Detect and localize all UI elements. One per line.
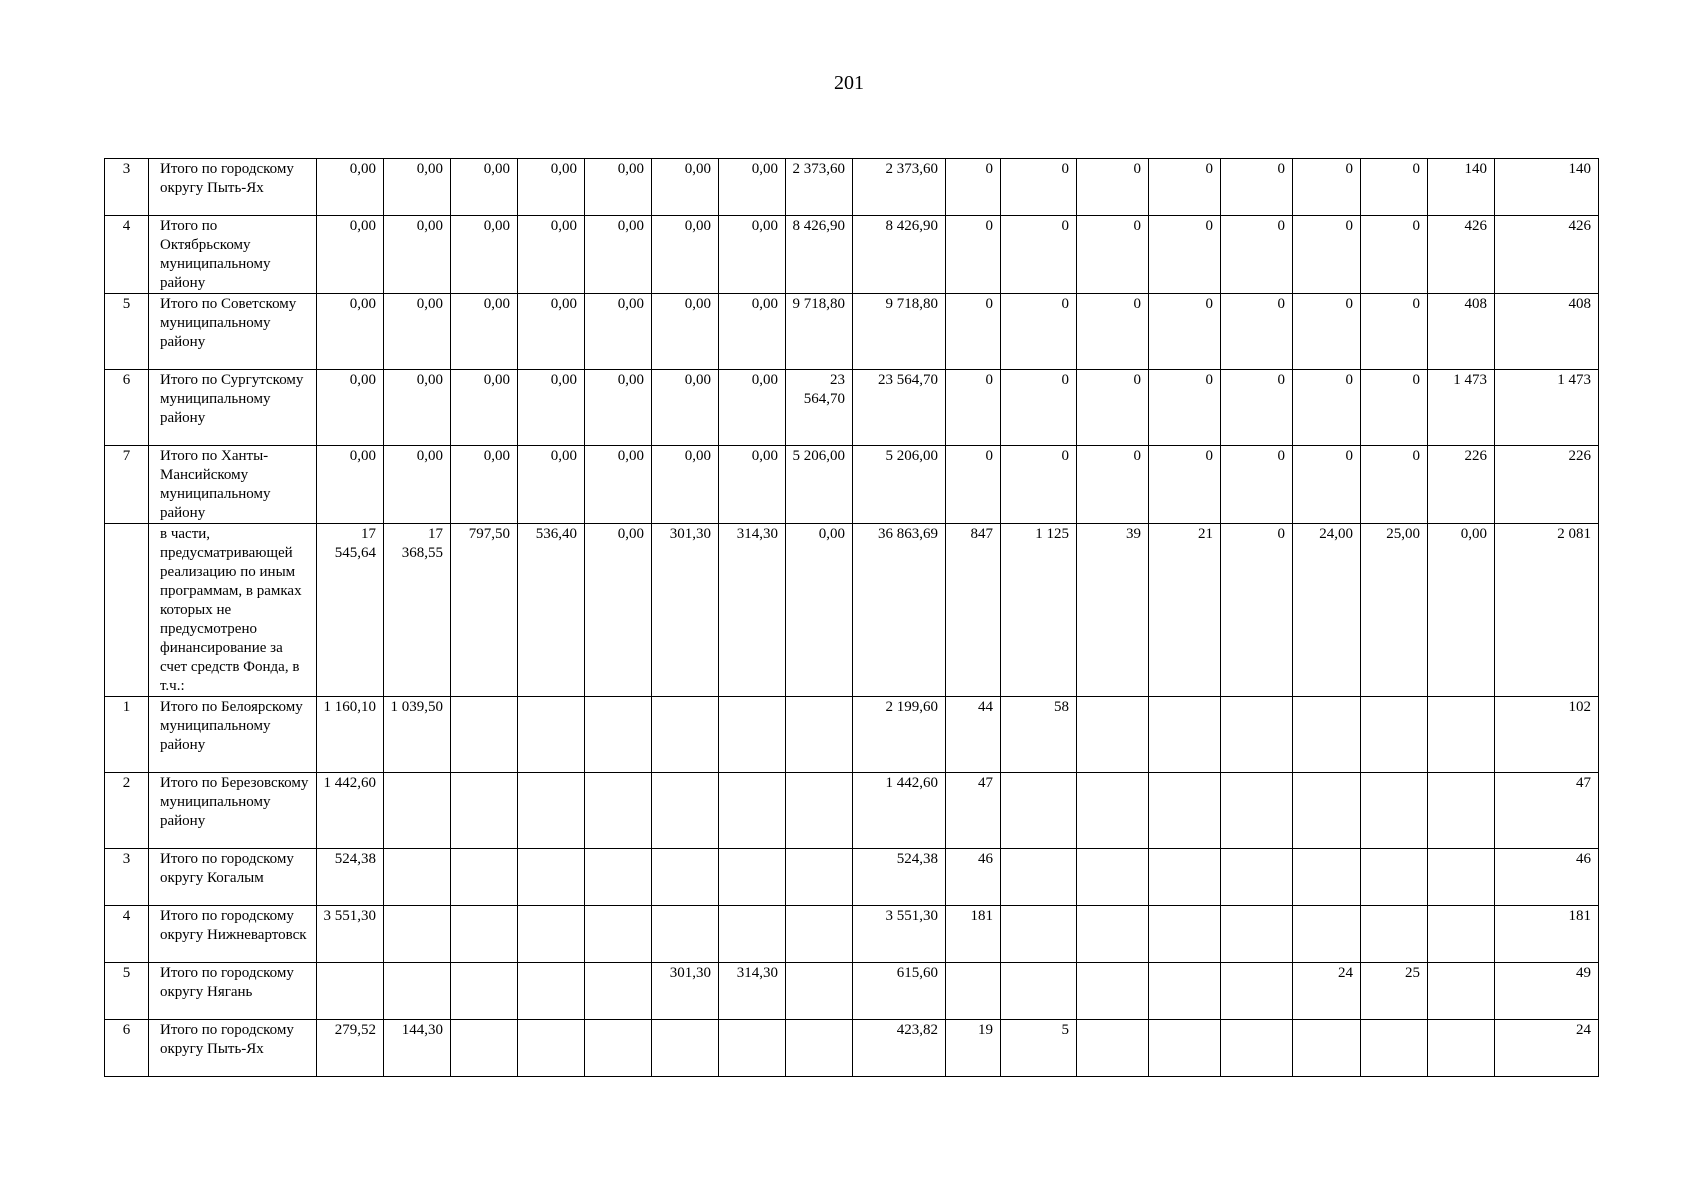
value-cell bbox=[317, 963, 384, 1020]
value-cell bbox=[719, 849, 786, 906]
value-cell: 0,00 bbox=[384, 216, 451, 294]
value-cell bbox=[719, 906, 786, 963]
value-cell: 144,30 bbox=[384, 1020, 451, 1077]
row-index-cell: 2 bbox=[105, 773, 149, 849]
table-row bbox=[105, 159, 1599, 216]
value-cell: 226 bbox=[1428, 446, 1495, 524]
row-name-cell: Итого по городскому округу Нижневартовск bbox=[149, 906, 317, 963]
value-cell: 0,00 bbox=[317, 294, 384, 370]
value-cell: 140 bbox=[1495, 159, 1599, 216]
value-cell bbox=[518, 906, 585, 963]
value-cell: 847 bbox=[946, 524, 1001, 697]
value-cell: 226 bbox=[1495, 446, 1599, 524]
value-cell: 0 bbox=[1001, 446, 1077, 524]
value-cell bbox=[1361, 697, 1428, 773]
value-cell: 3 551,30 bbox=[317, 906, 384, 963]
value-cell: 0,00 bbox=[585, 446, 652, 524]
value-cell bbox=[518, 773, 585, 849]
value-cell bbox=[1077, 773, 1149, 849]
value-cell: 0,00 bbox=[719, 159, 786, 216]
value-cell: 0,00 bbox=[384, 370, 451, 446]
table-row bbox=[105, 294, 1599, 370]
value-cell: 19 bbox=[946, 1020, 1001, 1077]
row-name-cell: Итого по городскому округу Когалым bbox=[149, 849, 317, 906]
value-cell: 5 bbox=[1001, 1020, 1077, 1077]
value-cell: 8 426,90 bbox=[786, 216, 853, 294]
value-cell: 1 442,60 bbox=[317, 773, 384, 849]
value-cell: 5 206,00 bbox=[786, 446, 853, 524]
value-cell bbox=[1221, 963, 1293, 1020]
row-index-cell: 4 bbox=[105, 906, 149, 963]
value-cell bbox=[1001, 906, 1077, 963]
value-cell: 0 bbox=[1361, 216, 1428, 294]
value-cell: 301,30 bbox=[652, 524, 719, 697]
value-cell: 0,00 bbox=[719, 294, 786, 370]
value-cell bbox=[1293, 849, 1361, 906]
value-cell bbox=[786, 1020, 853, 1077]
table-row bbox=[105, 906, 1599, 963]
value-cell: 17 545,64 bbox=[317, 524, 384, 697]
value-cell: 0,00 bbox=[585, 370, 652, 446]
value-cell bbox=[1149, 1020, 1221, 1077]
row-name-cell: Итого по городскому округу Нягань bbox=[149, 963, 317, 1020]
value-cell: 0,00 bbox=[317, 446, 384, 524]
value-cell bbox=[585, 906, 652, 963]
table-row bbox=[105, 524, 1599, 697]
value-cell: 0,00 bbox=[518, 294, 585, 370]
value-cell bbox=[384, 906, 451, 963]
value-cell: 0 bbox=[1149, 294, 1221, 370]
value-cell: 2 199,60 bbox=[853, 697, 946, 773]
value-cell: 0,00 bbox=[786, 524, 853, 697]
value-cell: 0 bbox=[1221, 216, 1293, 294]
value-cell: 0 bbox=[946, 446, 1001, 524]
value-cell: 0,00 bbox=[451, 216, 518, 294]
value-cell bbox=[1077, 849, 1149, 906]
value-cell: 0 bbox=[1149, 370, 1221, 446]
value-cell bbox=[719, 1020, 786, 1077]
value-cell bbox=[1221, 849, 1293, 906]
value-cell: 314,30 bbox=[719, 963, 786, 1020]
value-cell: 0,00 bbox=[451, 446, 518, 524]
value-cell: 0,00 bbox=[317, 159, 384, 216]
row-name-cell: Итого по Березовскому муниципальному району bbox=[149, 773, 317, 849]
value-cell bbox=[1428, 697, 1495, 773]
value-cell: 0,00 bbox=[1428, 524, 1495, 697]
value-cell bbox=[786, 963, 853, 1020]
value-cell bbox=[1293, 906, 1361, 963]
value-cell: 0 bbox=[1221, 524, 1293, 697]
value-cell: 36 863,69 bbox=[853, 524, 946, 697]
value-cell: 0 bbox=[946, 216, 1001, 294]
value-cell bbox=[585, 849, 652, 906]
value-cell: 408 bbox=[1428, 294, 1495, 370]
value-cell: 0,00 bbox=[719, 216, 786, 294]
value-cell: 1 160,10 bbox=[317, 697, 384, 773]
value-cell: 1 039,50 bbox=[384, 697, 451, 773]
row-index-cell: 6 bbox=[105, 1020, 149, 1077]
value-cell: 44 bbox=[946, 697, 1001, 773]
value-cell bbox=[1149, 773, 1221, 849]
row-name-cell: Итого по Сургутскому муниципальному району bbox=[149, 370, 317, 446]
value-cell bbox=[652, 773, 719, 849]
value-cell bbox=[1361, 1020, 1428, 1077]
value-cell bbox=[518, 697, 585, 773]
value-cell: 3 551,30 bbox=[853, 906, 946, 963]
value-cell: 181 bbox=[1495, 906, 1599, 963]
value-cell: 0 bbox=[1001, 216, 1077, 294]
value-cell: 0,00 bbox=[719, 446, 786, 524]
value-cell bbox=[451, 773, 518, 849]
value-cell bbox=[719, 773, 786, 849]
value-cell: 0,00 bbox=[585, 216, 652, 294]
value-cell: 0 bbox=[946, 294, 1001, 370]
value-cell: 279,52 bbox=[317, 1020, 384, 1077]
value-cell bbox=[585, 773, 652, 849]
row-name-cell: Итого по городскому округу Пыть-Ях bbox=[149, 159, 317, 216]
value-cell bbox=[384, 849, 451, 906]
value-cell: 47 bbox=[946, 773, 1001, 849]
value-cell: 0 bbox=[1149, 216, 1221, 294]
value-cell bbox=[652, 849, 719, 906]
value-cell: 0 bbox=[1001, 370, 1077, 446]
value-cell bbox=[1077, 906, 1149, 963]
value-cell: 0,00 bbox=[384, 159, 451, 216]
value-cell bbox=[786, 773, 853, 849]
value-cell bbox=[1221, 773, 1293, 849]
value-cell bbox=[1361, 906, 1428, 963]
value-cell: 17 368,55 bbox=[384, 524, 451, 697]
value-cell: 0,00 bbox=[317, 216, 384, 294]
value-cell bbox=[786, 849, 853, 906]
value-cell: 0 bbox=[1001, 294, 1077, 370]
value-cell: 0,00 bbox=[317, 370, 384, 446]
row-index-cell: 3 bbox=[105, 849, 149, 906]
value-cell: 0,00 bbox=[652, 294, 719, 370]
value-cell bbox=[652, 697, 719, 773]
value-cell: 0,00 bbox=[518, 446, 585, 524]
table-row bbox=[105, 849, 1599, 906]
value-cell: 24 bbox=[1495, 1020, 1599, 1077]
row-index-cell: 1 bbox=[105, 697, 149, 773]
value-cell bbox=[1149, 697, 1221, 773]
value-cell: 0 bbox=[1077, 216, 1149, 294]
value-cell: 0 bbox=[1361, 294, 1428, 370]
value-cell bbox=[1001, 849, 1077, 906]
value-cell: 2 373,60 bbox=[786, 159, 853, 216]
table-row bbox=[105, 773, 1599, 849]
value-cell: 0 bbox=[1361, 446, 1428, 524]
value-cell bbox=[384, 773, 451, 849]
value-cell: 0,00 bbox=[518, 370, 585, 446]
value-cell: 0 bbox=[1077, 294, 1149, 370]
table-row bbox=[105, 216, 1599, 294]
value-cell bbox=[585, 1020, 652, 1077]
row-index-cell: 5 bbox=[105, 294, 149, 370]
page-number: 201 bbox=[834, 72, 864, 94]
value-cell: 426 bbox=[1495, 216, 1599, 294]
value-cell: 0 bbox=[1077, 159, 1149, 216]
value-cell bbox=[1077, 1020, 1149, 1077]
value-cell bbox=[1293, 1020, 1361, 1077]
table-row bbox=[105, 370, 1599, 446]
budget-table bbox=[104, 158, 1599, 1077]
value-cell: 0 bbox=[1077, 370, 1149, 446]
value-cell: 9 718,80 bbox=[786, 294, 853, 370]
value-cell: 5 206,00 bbox=[853, 446, 946, 524]
value-cell: 0,00 bbox=[451, 294, 518, 370]
row-name-cell: в части, предусматривающей реализацию по иным программам, в рамках которых не предусмотрено финансирование за счет средств Фонда, в т.ч.: bbox=[149, 524, 317, 697]
value-cell bbox=[1077, 963, 1149, 1020]
value-cell: 0,00 bbox=[652, 216, 719, 294]
value-cell bbox=[451, 906, 518, 963]
table-row bbox=[105, 963, 1599, 1020]
value-cell: 301,30 bbox=[652, 963, 719, 1020]
value-cell: 0 bbox=[1293, 446, 1361, 524]
value-cell: 49 bbox=[1495, 963, 1599, 1020]
value-cell: 47 bbox=[1495, 773, 1599, 849]
value-cell: 140 bbox=[1428, 159, 1495, 216]
value-cell: 1 125 bbox=[1001, 524, 1077, 697]
value-cell bbox=[451, 1020, 518, 1077]
value-cell: 0 bbox=[1149, 159, 1221, 216]
value-cell: 0,00 bbox=[451, 370, 518, 446]
value-cell bbox=[518, 849, 585, 906]
value-cell: 0 bbox=[1221, 159, 1293, 216]
value-cell: 181 bbox=[946, 906, 1001, 963]
row-index-cell: 3 bbox=[105, 159, 149, 216]
value-cell: 0,00 bbox=[652, 446, 719, 524]
value-cell bbox=[585, 963, 652, 1020]
value-cell bbox=[652, 906, 719, 963]
value-cell bbox=[384, 963, 451, 1020]
value-cell: 0,00 bbox=[652, 370, 719, 446]
value-cell: 46 bbox=[946, 849, 1001, 906]
value-cell: 46 bbox=[1495, 849, 1599, 906]
value-cell bbox=[1428, 963, 1495, 1020]
value-cell: 426 bbox=[1428, 216, 1495, 294]
value-cell: 524,38 bbox=[317, 849, 384, 906]
row-name-cell: Итого по Белоярскому муниципальному району bbox=[149, 697, 317, 773]
value-cell bbox=[1361, 773, 1428, 849]
value-cell: 0 bbox=[1077, 446, 1149, 524]
value-cell bbox=[518, 963, 585, 1020]
value-cell: 0 bbox=[1149, 446, 1221, 524]
value-cell: 39 bbox=[1077, 524, 1149, 697]
value-cell bbox=[1077, 697, 1149, 773]
row-name-cell: Итого по Ханты-Мансийскому муниципальному району bbox=[149, 446, 317, 524]
value-cell: 23 564,70 bbox=[853, 370, 946, 446]
value-cell: 1 473 bbox=[1495, 370, 1599, 446]
value-cell: 408 bbox=[1495, 294, 1599, 370]
value-cell bbox=[451, 963, 518, 1020]
value-cell: 1 473 bbox=[1428, 370, 1495, 446]
value-cell: 0,00 bbox=[384, 446, 451, 524]
value-cell bbox=[1293, 697, 1361, 773]
value-cell: 25 bbox=[1361, 963, 1428, 1020]
value-cell bbox=[946, 963, 1001, 1020]
row-index-cell: 5 bbox=[105, 963, 149, 1020]
value-cell bbox=[786, 697, 853, 773]
row-name-cell: Итого по Советскому муниципальному району bbox=[149, 294, 317, 370]
value-cell: 8 426,90 bbox=[853, 216, 946, 294]
value-cell: 524,38 bbox=[853, 849, 946, 906]
value-cell bbox=[1221, 1020, 1293, 1077]
value-cell: 24,00 bbox=[1293, 524, 1361, 697]
value-cell bbox=[451, 849, 518, 906]
row-name-cell: Итого по Октябрьскому муниципальному району bbox=[149, 216, 317, 294]
value-cell bbox=[1428, 849, 1495, 906]
table-row bbox=[105, 446, 1599, 524]
value-cell: 102 bbox=[1495, 697, 1599, 773]
value-cell: 0,00 bbox=[585, 159, 652, 216]
value-cell bbox=[1221, 906, 1293, 963]
value-cell bbox=[1428, 906, 1495, 963]
value-cell bbox=[1293, 773, 1361, 849]
value-cell: 0,00 bbox=[585, 294, 652, 370]
row-index-cell bbox=[105, 524, 149, 697]
value-cell: 0,00 bbox=[384, 294, 451, 370]
value-cell: 0,00 bbox=[652, 159, 719, 216]
value-cell: 0 bbox=[1001, 159, 1077, 216]
value-cell bbox=[1149, 849, 1221, 906]
value-cell: 536,40 bbox=[518, 524, 585, 697]
value-cell bbox=[585, 697, 652, 773]
value-cell: 9 718,80 bbox=[853, 294, 946, 370]
value-cell: 0 bbox=[1221, 294, 1293, 370]
value-cell bbox=[652, 1020, 719, 1077]
value-cell bbox=[1428, 773, 1495, 849]
value-cell bbox=[1361, 849, 1428, 906]
value-cell: 0 bbox=[1293, 159, 1361, 216]
value-cell: 2 081 bbox=[1495, 524, 1599, 697]
value-cell: 0 bbox=[1293, 216, 1361, 294]
value-cell bbox=[1001, 773, 1077, 849]
value-cell: 0,00 bbox=[451, 159, 518, 216]
value-cell: 0 bbox=[1361, 370, 1428, 446]
value-cell: 0 bbox=[946, 159, 1001, 216]
value-cell bbox=[786, 906, 853, 963]
value-cell bbox=[1001, 963, 1077, 1020]
value-cell: 1 442,60 bbox=[853, 773, 946, 849]
row-index-cell: 7 bbox=[105, 446, 149, 524]
row-index-cell: 4 bbox=[105, 216, 149, 294]
value-cell: 615,60 bbox=[853, 963, 946, 1020]
row-index-cell: 6 bbox=[105, 370, 149, 446]
value-cell: 0 bbox=[1361, 159, 1428, 216]
value-cell: 58 bbox=[1001, 697, 1077, 773]
value-cell: 0,00 bbox=[719, 370, 786, 446]
value-cell: 0 bbox=[946, 370, 1001, 446]
value-cell: 797,50 bbox=[451, 524, 518, 697]
value-cell: 2 373,60 bbox=[853, 159, 946, 216]
value-cell: 23 564,70 bbox=[786, 370, 853, 446]
value-cell bbox=[518, 1020, 585, 1077]
value-cell bbox=[451, 697, 518, 773]
value-cell: 0,00 bbox=[518, 159, 585, 216]
value-cell: 423,82 bbox=[853, 1020, 946, 1077]
value-cell: 0 bbox=[1221, 370, 1293, 446]
row-name-cell: Итого по городскому округу Пыть-Ях bbox=[149, 1020, 317, 1077]
value-cell: 21 bbox=[1149, 524, 1221, 697]
value-cell bbox=[1428, 1020, 1495, 1077]
table-row bbox=[105, 1020, 1599, 1077]
value-cell bbox=[1149, 963, 1221, 1020]
value-cell bbox=[719, 697, 786, 773]
value-cell: 24 bbox=[1293, 963, 1361, 1020]
value-cell: 0 bbox=[1293, 294, 1361, 370]
table-row bbox=[105, 697, 1599, 773]
value-cell: 0 bbox=[1221, 446, 1293, 524]
value-cell: 0 bbox=[1293, 370, 1361, 446]
value-cell: 25,00 bbox=[1361, 524, 1428, 697]
value-cell bbox=[1149, 906, 1221, 963]
value-cell: 0,00 bbox=[518, 216, 585, 294]
value-cell bbox=[1221, 697, 1293, 773]
value-cell: 0,00 bbox=[585, 524, 652, 697]
value-cell: 314,30 bbox=[719, 524, 786, 697]
